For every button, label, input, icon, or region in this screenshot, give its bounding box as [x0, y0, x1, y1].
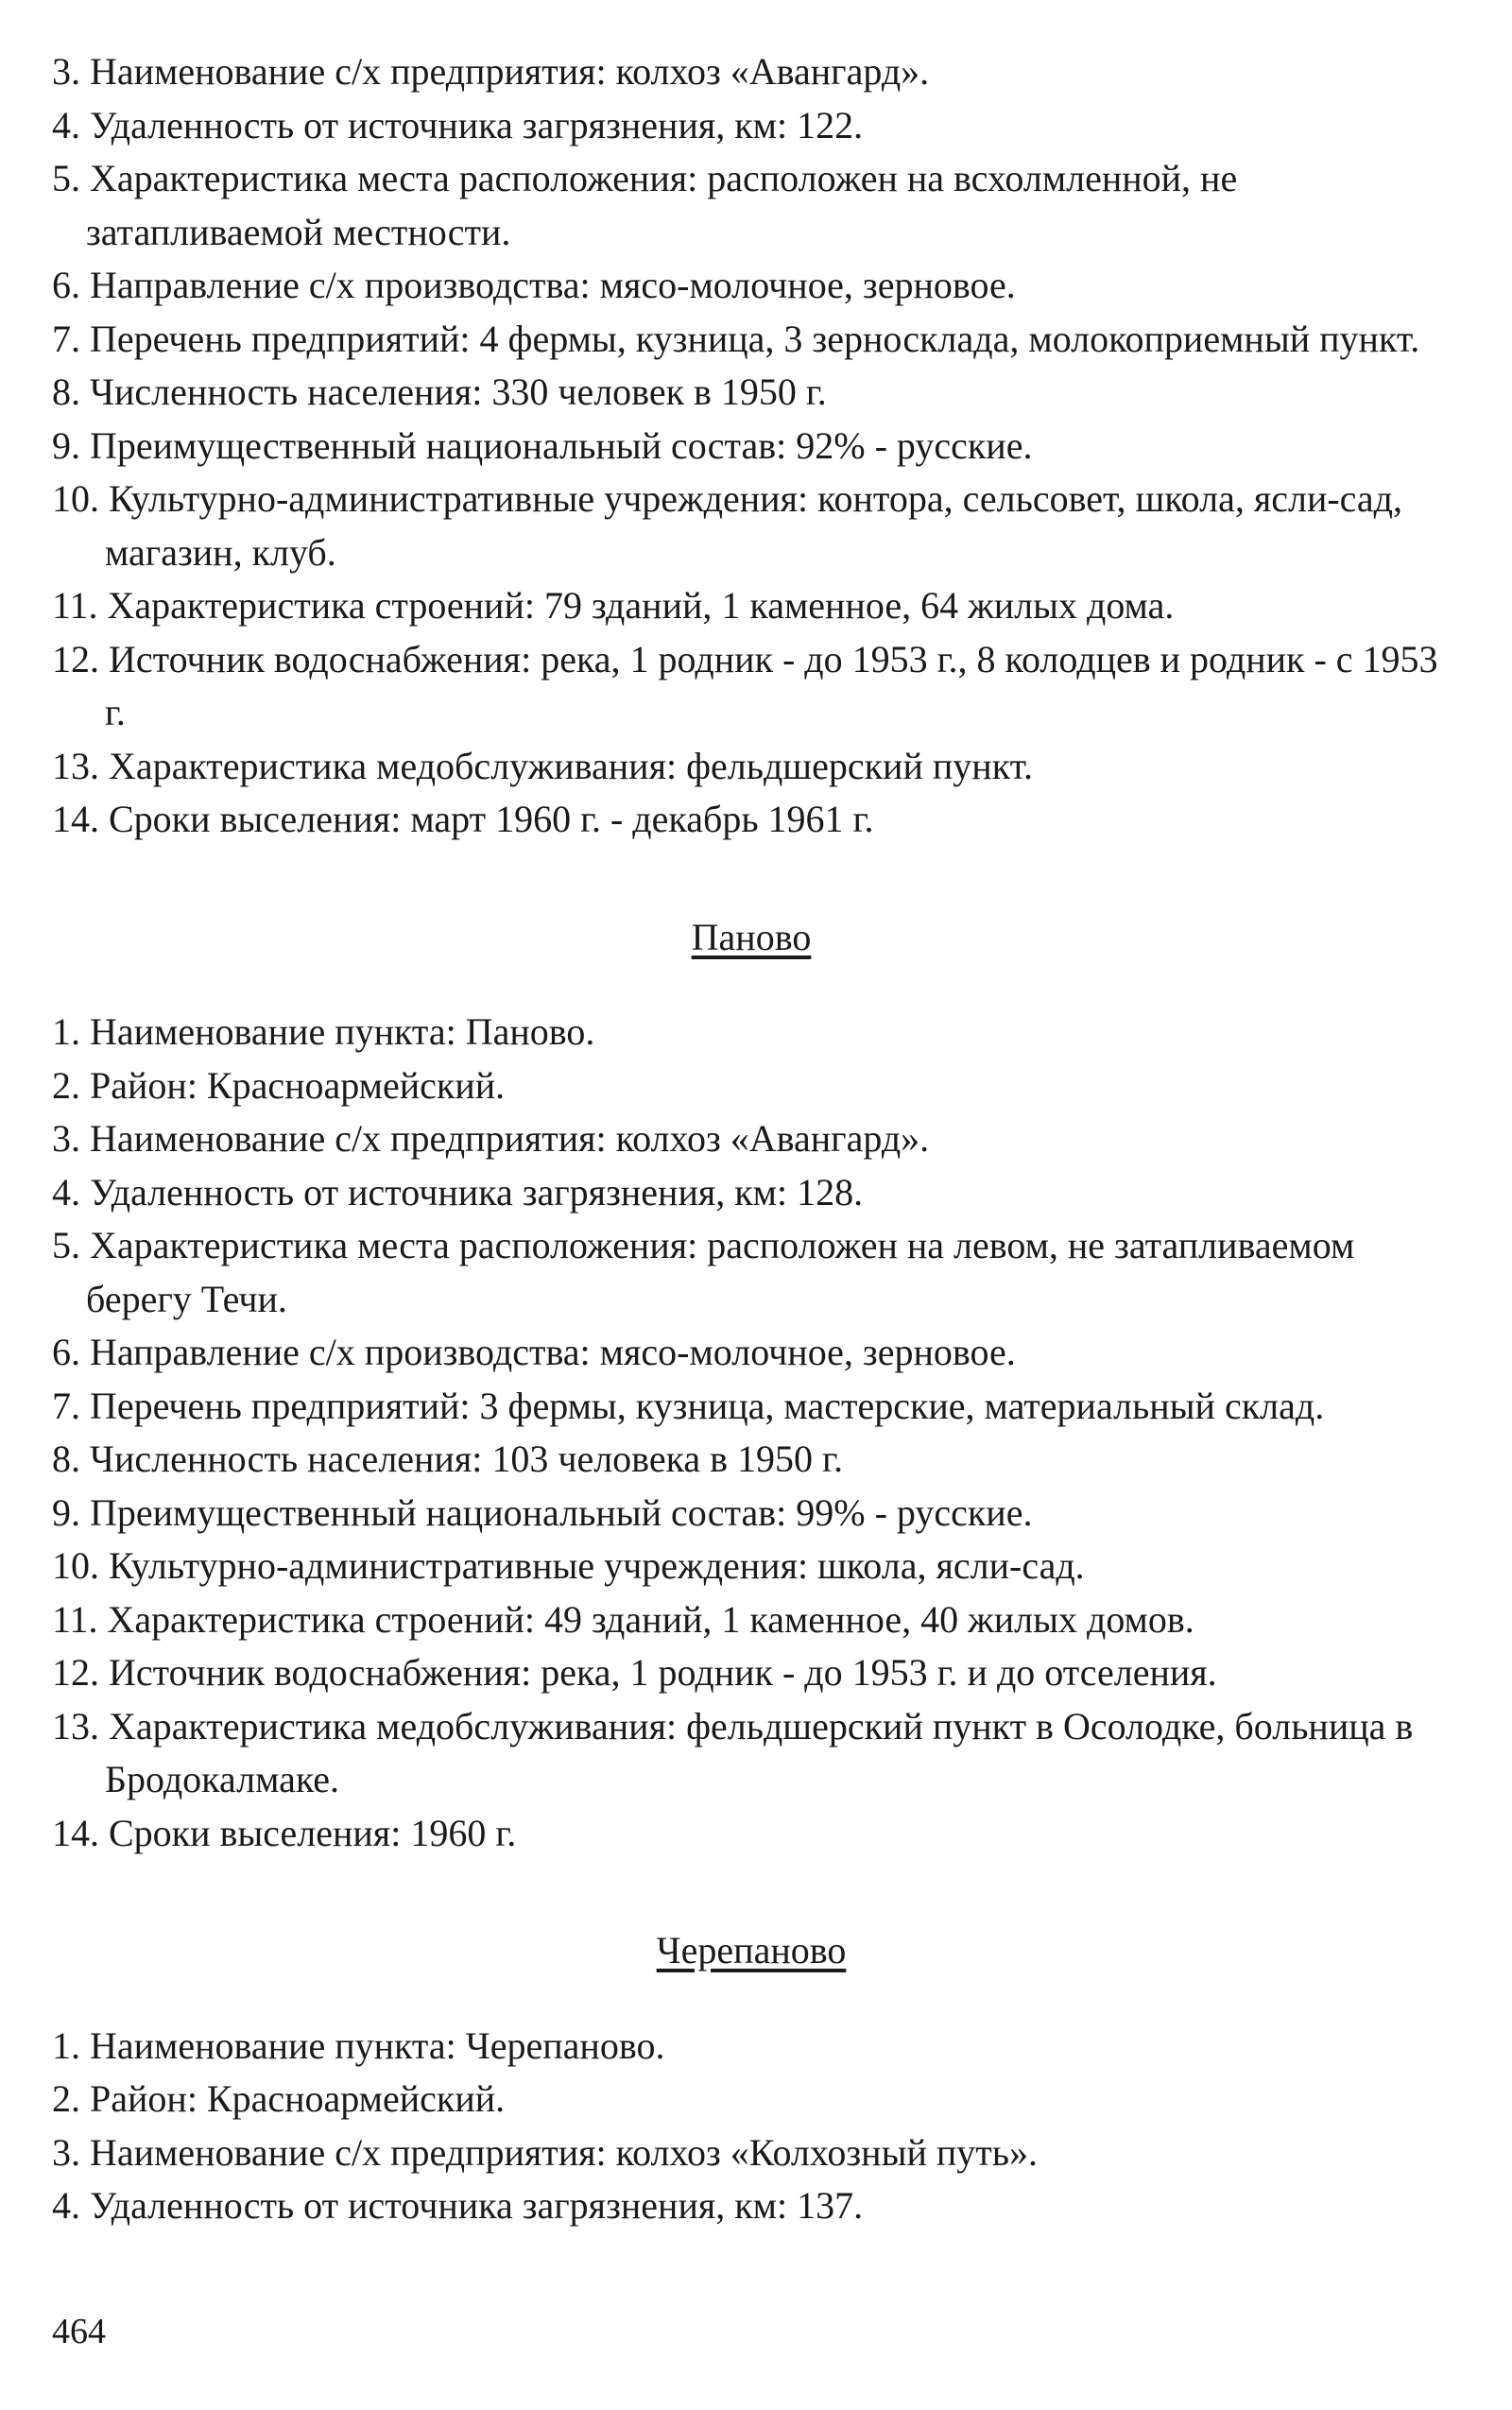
list-section-top: [52, 45, 1451, 847]
list-item: 8. Численность населения: 330 человек в 1950 г.: [52, 370, 827, 413]
list-item: 10. Культурно-административные учреждения: школа, ясли-сад.: [52, 1544, 1085, 1587]
list-item: 11. Характеристика строений: 79 зданий, 1 каменное, 64 жилых дома.: [52, 584, 1175, 627]
list-item: 3. Наименование с/х предприятия: колхоз «Авангард».: [52, 50, 930, 93]
section-heading-cherepanovo: Черепаново: [656, 1929, 847, 1971]
list-item: 1. Наименование пункта: Паново.: [52, 1010, 595, 1053]
list-item: 4. Удаленность от источника загрязнения, км: 122.: [52, 103, 864, 146]
list-item: 5. Характеристика места расположения: расположен на всхолмленной, не затапливаемой местности.: [52, 157, 1238, 253]
list-item: 9. Преимущественный национальный состав: 99% - русские.: [52, 1490, 1033, 1534]
list-item: 5. Характеристика места расположения: расположен на левом, не затапливаемом берегу Течи.: [52, 1224, 1355, 1320]
list-item: 7. Перечень предприятий: 4 фермы, кузница, 3 зерносклада, молокоприемный пункт.: [52, 317, 1420, 360]
section-heading-panovo: Паново: [691, 915, 812, 958]
list-item: 12. Источник водоснабжения: река, 1 родник - до 1953 г., 8 колодцев и родник - с 1953 г.: [52, 637, 1438, 733]
page-number: 464: [52, 2312, 106, 2351]
list-item: 4. Удаленность от источника загрязнения, км: 128.: [52, 1170, 864, 1214]
list-item: 6. Направление с/х производства: мясо-молочное, зерновое.: [52, 1331, 1016, 1373]
list-item: 13. Характеристика медобслуживания: фельдшерский пункт в Осолодке, больница в Бродокалмаке.: [52, 1704, 1414, 1800]
list-item: 2. Район: Красноармейский.: [52, 2077, 506, 2120]
list-item: 3. Наименование с/х предприятия: колхоз «Колхозный путь».: [52, 2130, 1038, 2174]
list-item: 6. Направление с/х производства: мясо-молочное, зерновое.: [52, 264, 1016, 306]
list-item: 9. Преимущественный национальный состав: 92% - русские.: [52, 423, 1033, 467]
list-item: 12. Источник водоснабжения: река, 1 родник - до 1953 г. и до отселения.: [52, 1651, 1217, 1694]
list-item: 3. Наименование с/х предприятия: колхоз «Авангард».: [52, 1117, 930, 1160]
list-item: 1. Наименование пункта: Черепаново.: [52, 2023, 665, 2067]
list-item: 14. Сроки выселения: 1960 г.: [52, 1811, 517, 1854]
list-item: 11. Характеристика строений: 49 зданий, 1 каменное, 40 жилых домов.: [52, 1597, 1194, 1641]
list-item: 8. Численность населения: 103 человека в 1950 г.: [52, 1437, 843, 1480]
document-page: [52, 45, 1451, 2233]
list-section-cherepanovo: [52, 2020, 1451, 2233]
list-item: 4. Удаленность от источника загрязнения, км: 137.: [52, 2184, 864, 2227]
list-item: 7. Перечень предприятий: 3 фермы, кузница, мастерские, материальный склад.: [52, 1384, 1325, 1427]
list-item: 2. Район: Красноармейский.: [52, 1063, 506, 1107]
list-item: 13. Характеристика медобслуживания: фельдшерский пункт.: [52, 744, 1034, 787]
list-section-panovo: [52, 1006, 1451, 1860]
list-item: 10. Культурно-административные учреждения: контора, сельсовет, школа, ясли-сад, магазин, клуб.: [52, 477, 1403, 574]
list-item: 14. Сроки выселения: март 1960 г. - декабрь 1961 г.: [52, 798, 874, 840]
